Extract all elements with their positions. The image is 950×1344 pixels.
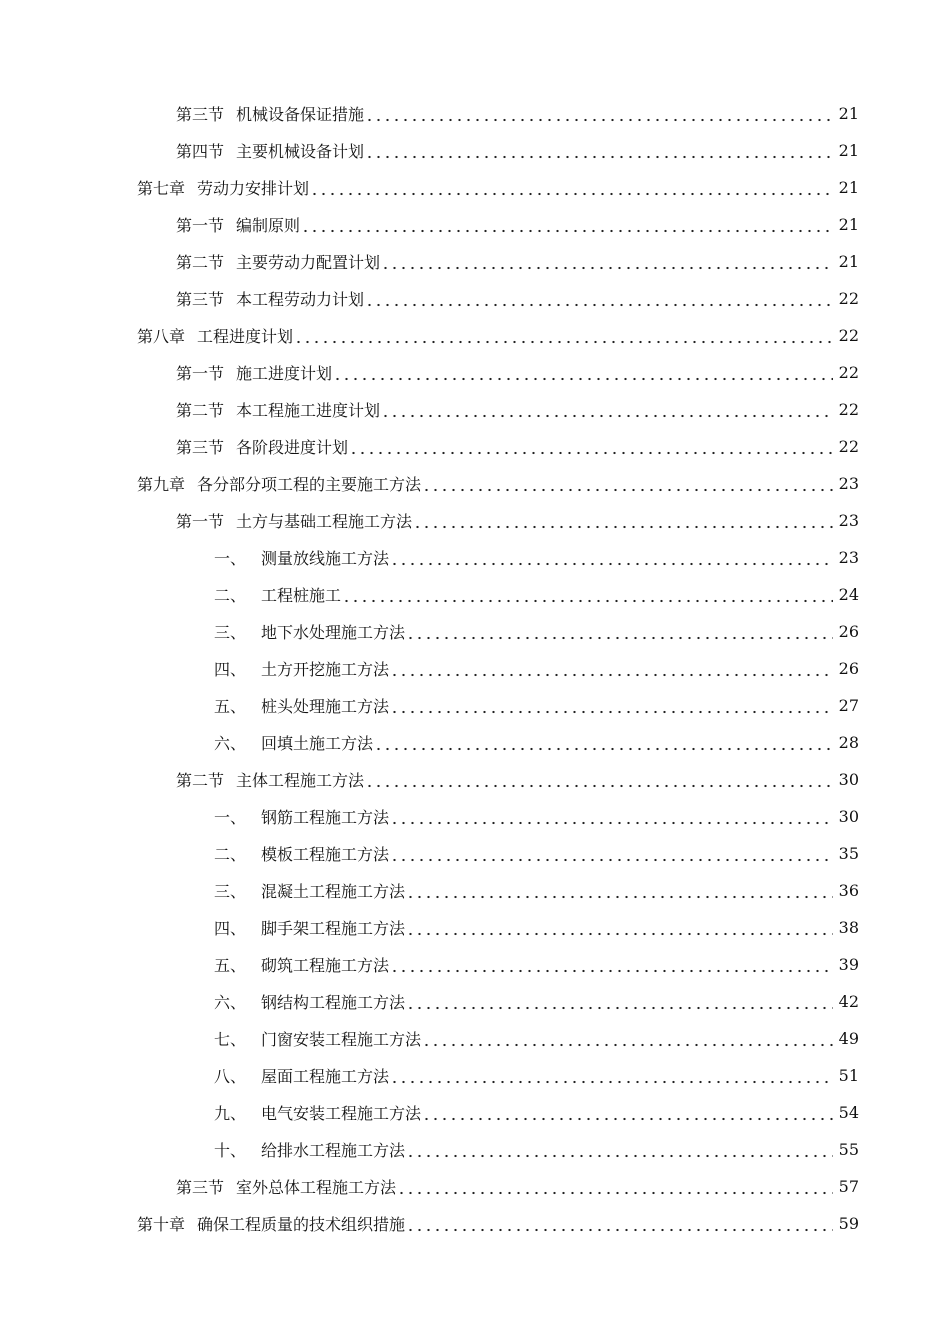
- dot-leader: [365, 132, 833, 169]
- toc-entry-page-number: 24: [838, 585, 859, 604]
- toc-entry-title: 混凝土工程施工方法: [261, 882, 406, 901]
- toc-entry-number: 第十章: [137, 1215, 186, 1234]
- dot-leader: [422, 1020, 833, 1057]
- toc-entry-title: 回填土施工方法: [261, 734, 374, 753]
- dot-leader: [406, 1131, 833, 1168]
- toc-entry-title: 室外总体工程施工方法: [236, 1178, 397, 1197]
- dot-leader: [333, 354, 833, 391]
- toc-entry-title: 土方与基础工程施工方法: [236, 512, 413, 531]
- toc-entry-title: 确保工程质量的技术组织措施: [197, 1215, 406, 1234]
- dot-leader: [390, 539, 833, 576]
- dot-leader: [390, 798, 833, 835]
- toc-entry-page-number: 22: [838, 437, 859, 456]
- toc-entry-page-number: 42: [838, 992, 859, 1011]
- toc-entry-title: 给排水工程施工方法: [261, 1141, 406, 1160]
- dot-leader: [381, 391, 833, 428]
- toc-entry-number: 第一节: [176, 512, 225, 531]
- toc-entry-number: 六、: [214, 993, 247, 1012]
- dot-leader: [374, 724, 833, 761]
- toc-entry-title: 各阶段进度计划: [236, 438, 349, 457]
- toc-entry-number: 第三节: [176, 1178, 225, 1197]
- dot-leader: [349, 428, 833, 465]
- toc-entry-number: 四、: [214, 919, 247, 938]
- toc-entry-title: 桩头处理施工方法: [261, 697, 390, 716]
- toc-entry-page-number: 22: [838, 289, 859, 308]
- toc-entry-title: 工程进度计划: [197, 327, 294, 346]
- toc-entry-page-number: 22: [838, 363, 859, 382]
- toc-entry-page-number: 26: [838, 659, 859, 678]
- toc-entry[interactable]: [0, 354, 950, 391]
- toc-entry-number: 一、: [214, 808, 247, 827]
- toc-entry[interactable]: [0, 724, 950, 761]
- toc-entry[interactable]: [0, 280, 950, 317]
- toc-entry-number: 三、: [214, 882, 247, 901]
- toc-entry-page-number: 21: [838, 141, 859, 160]
- toc-entry-number: 三、: [214, 623, 247, 642]
- toc-entry[interactable]: [0, 465, 950, 502]
- dot-leader: [365, 761, 833, 798]
- toc-entry-number: 第二节: [176, 771, 225, 790]
- toc-entry-number: 六、: [214, 734, 247, 753]
- toc-entry-title: 脚手架工程施工方法: [261, 919, 406, 938]
- toc-entry-number: 五、: [214, 697, 247, 716]
- toc-entry[interactable]: [0, 946, 950, 983]
- toc-entry-number: 第一节: [176, 364, 225, 383]
- toc-entry-page-number: 22: [838, 400, 859, 419]
- toc-entry-number: 第三节: [176, 438, 225, 457]
- toc-entry-page-number: 36: [838, 881, 859, 900]
- toc-entry-number: 二、: [214, 845, 247, 864]
- toc-entry-title: 门窗安装工程施工方法: [261, 1030, 422, 1049]
- toc-entry-title: 主体工程施工方法: [236, 771, 365, 790]
- toc-entry-number: 五、: [214, 956, 247, 975]
- toc-entry[interactable]: [0, 169, 950, 206]
- toc-entry-title: 土方开挖施工方法: [261, 660, 390, 679]
- toc-entry-number: 四、: [214, 660, 247, 679]
- toc-entry-page-number: 38: [838, 918, 859, 937]
- dot-leader: [310, 169, 833, 206]
- toc-entry[interactable]: [0, 391, 950, 428]
- dot-leader: [422, 465, 833, 502]
- toc-entry-page-number: 23: [838, 474, 859, 493]
- toc-entry-title: 劳动力安排计划: [197, 179, 310, 198]
- dot-leader: [390, 650, 833, 687]
- toc-entry-page-number: 23: [838, 511, 859, 530]
- toc-entry[interactable]: [0, 1205, 950, 1242]
- toc-entry-number: 第三节: [176, 290, 225, 309]
- toc-entry-page-number: 26: [838, 622, 859, 641]
- toc-entry-number: 第四节: [176, 142, 225, 161]
- toc-entry-page-number: 30: [838, 770, 859, 789]
- toc-entry-title: 屋面工程施工方法: [261, 1067, 390, 1086]
- toc-entry[interactable]: [0, 539, 950, 576]
- toc-entry-title: 钢筋工程施工方法: [261, 808, 390, 827]
- toc-entry[interactable]: [0, 650, 950, 687]
- toc-entry-number: 八、: [214, 1067, 247, 1086]
- toc-entry-page-number: 49: [838, 1029, 859, 1048]
- dot-leader: [294, 317, 833, 354]
- toc-entry-title: 本工程施工进度计划: [236, 401, 381, 420]
- toc-entry-page-number: 35: [838, 844, 859, 863]
- toc-entry[interactable]: [0, 798, 950, 835]
- toc-entry-number: 第一节: [176, 216, 225, 235]
- toc-entry-page-number: 51: [838, 1066, 859, 1085]
- toc-entry-title: 主要劳动力配置计划: [236, 253, 381, 272]
- toc-entry[interactable]: [0, 502, 950, 539]
- toc-entry-number: 一、: [214, 549, 247, 568]
- dot-leader: [365, 280, 833, 317]
- dot-leader: [390, 835, 833, 872]
- toc-entry[interactable]: [0, 909, 950, 946]
- dot-leader: [406, 613, 833, 650]
- toc-entry-page-number: 57: [838, 1177, 859, 1196]
- dot-leader: [413, 502, 833, 539]
- dot-leader: [390, 946, 833, 983]
- dot-leader: [406, 909, 833, 946]
- toc-entry-page-number: 21: [838, 252, 859, 271]
- toc-entry[interactable]: [0, 428, 950, 465]
- toc-entry-number: 第八章: [137, 327, 186, 346]
- toc-entry-number: 第九章: [137, 475, 186, 494]
- toc-entry-title: 编制原则: [236, 216, 301, 235]
- toc-entry[interactable]: [0, 1168, 950, 1205]
- dot-leader: [397, 1168, 833, 1205]
- toc-entry-page-number: 54: [838, 1103, 859, 1122]
- toc-entry[interactable]: [0, 613, 950, 650]
- toc-entry-number: 十、: [214, 1141, 247, 1160]
- toc-entry[interactable]: [0, 761, 950, 798]
- dot-leader: [422, 1094, 833, 1131]
- dot-leader: [406, 872, 833, 909]
- toc-entry-page-number: 21: [838, 215, 859, 234]
- toc-entry-page-number: 21: [838, 178, 859, 197]
- table-of-contents: [0, 95, 950, 1242]
- toc-entry-title: 工程桩施工: [261, 586, 342, 605]
- dot-leader: [365, 95, 833, 132]
- toc-entry-number: 第三节: [176, 105, 225, 124]
- toc-entry-title: 各分部分项工程的主要施工方法: [197, 475, 422, 494]
- toc-entry-title: 机械设备保证措施: [236, 105, 365, 124]
- toc-entry[interactable]: [0, 132, 950, 169]
- dot-leader: [390, 687, 833, 724]
- toc-entry-title: 施工进度计划: [236, 364, 333, 383]
- toc-entry-title: 本工程劳动力计划: [236, 290, 365, 309]
- toc-entry-number: 第二节: [176, 401, 225, 420]
- toc-entry[interactable]: [0, 1131, 950, 1168]
- toc-entry-title: 地下水处理施工方法: [261, 623, 406, 642]
- toc-entry-number: 第二节: [176, 253, 225, 272]
- toc-entry-page-number: 23: [838, 548, 859, 567]
- toc-entry[interactable]: [0, 243, 950, 280]
- dot-leader: [301, 206, 833, 243]
- toc-entry-page-number: 27: [838, 696, 859, 715]
- toc-entry-page-number: 59: [838, 1214, 859, 1233]
- toc-entry[interactable]: [0, 1020, 950, 1057]
- toc-entry[interactable]: [0, 1057, 950, 1094]
- toc-entry[interactable]: [0, 687, 950, 724]
- toc-entry-page-number: 30: [838, 807, 859, 826]
- toc-entry[interactable]: [0, 317, 950, 354]
- toc-entry-page-number: 55: [838, 1140, 859, 1159]
- dot-leader: [406, 1205, 833, 1242]
- toc-entry-page-number: 39: [838, 955, 859, 974]
- toc-entry-number: 第七章: [137, 179, 186, 198]
- toc-entry-number: 七、: [214, 1030, 247, 1049]
- toc-entry-title: 电气安装工程施工方法: [261, 1104, 422, 1123]
- toc-entry[interactable]: [0, 983, 950, 1020]
- toc-entry-title: 钢结构工程施工方法: [261, 993, 406, 1012]
- dot-leader: [390, 1057, 833, 1094]
- toc-entry-page-number: 28: [838, 733, 859, 752]
- toc-entry[interactable]: [0, 1094, 950, 1131]
- toc-entry-number: 九、: [214, 1104, 247, 1123]
- toc-entry[interactable]: [0, 95, 950, 132]
- toc-entry-title: 模板工程施工方法: [261, 845, 390, 864]
- toc-entry[interactable]: [0, 206, 950, 243]
- toc-entry-page-number: 21: [838, 104, 859, 123]
- toc-entry[interactable]: [0, 576, 950, 613]
- toc-entry-page-number: 22: [838, 326, 859, 345]
- toc-entry[interactable]: [0, 872, 950, 909]
- toc-entry-title: 测量放线施工方法: [261, 549, 390, 568]
- toc-entry-title: 砌筑工程施工方法: [261, 956, 390, 975]
- toc-entry[interactable]: [0, 835, 950, 872]
- dot-leader: [342, 576, 833, 613]
- toc-entry-number: 二、: [214, 586, 247, 605]
- dot-leader: [381, 243, 833, 280]
- toc-entry-title: 主要机械设备计划: [236, 142, 365, 161]
- dot-leader: [406, 983, 833, 1020]
